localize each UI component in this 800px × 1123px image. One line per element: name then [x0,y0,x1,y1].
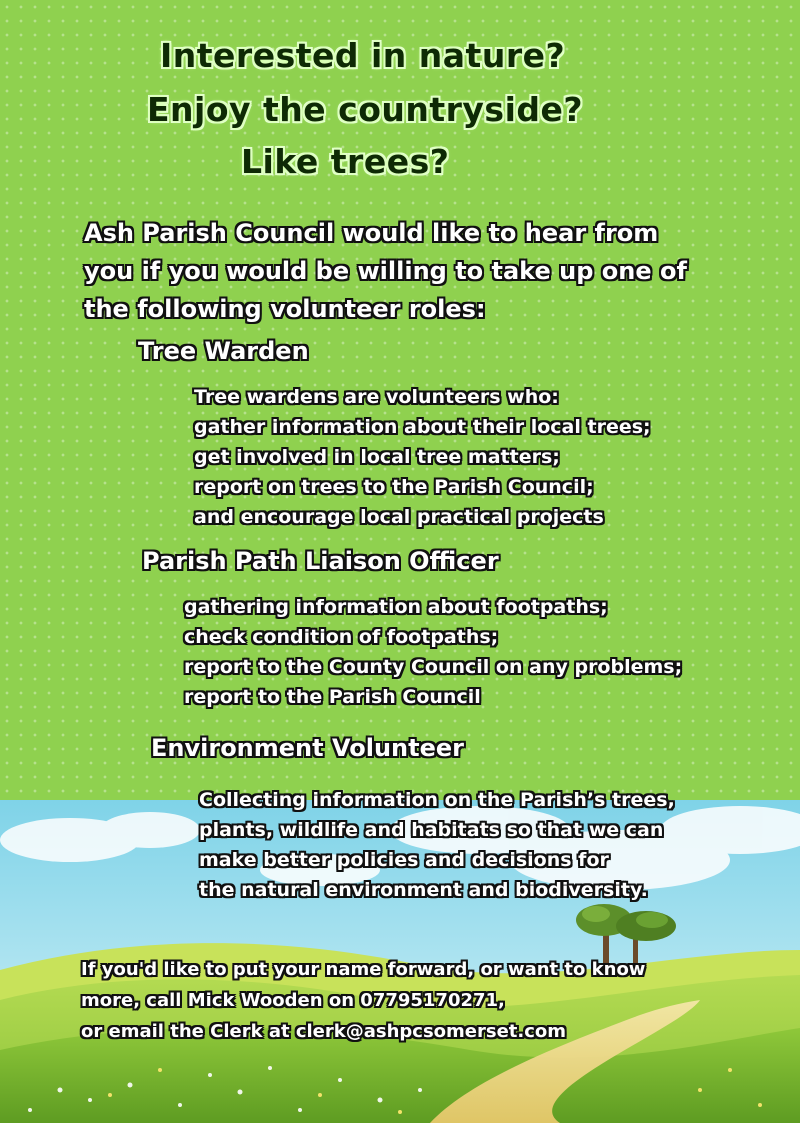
contact-line: more, call Mick Wooden on 07795170271, [81,990,505,1011]
headline-1: Interested in nature? [160,36,566,75]
parish-path-description [184,592,682,712]
description-line: make better policies and decisions for [199,849,609,871]
description-line: the natural environment and biodiversity. [199,879,648,901]
description-line: report to the County Council on any problems; [184,656,683,678]
description-line: plants, wildlife and habitats so that we can [199,819,664,841]
description-line: get involved in local tree matters; [194,446,560,468]
intro-line: the following volunteer roles: [84,295,486,323]
intro-paragraph [84,214,687,328]
intro-line: you if you would be willing to take up one of [84,257,687,285]
description-line: gathering information about footpaths; [184,596,608,618]
description-line: gather information about their local trees; [194,416,651,438]
role-title-parish-path-liaison-officer: Parish Path Liaison Officer [142,547,499,575]
tree-warden-description [194,382,651,532]
description-line: and encourage local practical projects [194,506,604,528]
description-line: report to the Parish Council [184,686,481,708]
description-line: Tree wardens are volunteers who: [194,386,559,408]
contact-line: or email the Clerk at clerk@ashpcsomerset.com [81,1021,567,1042]
headline-3: Like trees? [241,142,450,181]
description-line: report on trees to the Parish Council; [194,476,594,498]
description-line: Collecting information on the Parish’s trees, [199,789,675,811]
role-title-tree-warden: Tree Warden [138,337,309,365]
contact-line: If you'd like to put your name forward, or want to know [81,959,646,980]
environment-volunteer-description [199,785,675,905]
intro-line: Ash Parish Council would like to hear from [84,219,659,247]
role-title-environment-volunteer: Environment Volunteer [151,734,464,762]
contact-paragraph [81,954,645,1047]
headline-2: Enjoy the countryside? [147,90,584,129]
description-line: check condition of footpaths; [184,626,499,648]
